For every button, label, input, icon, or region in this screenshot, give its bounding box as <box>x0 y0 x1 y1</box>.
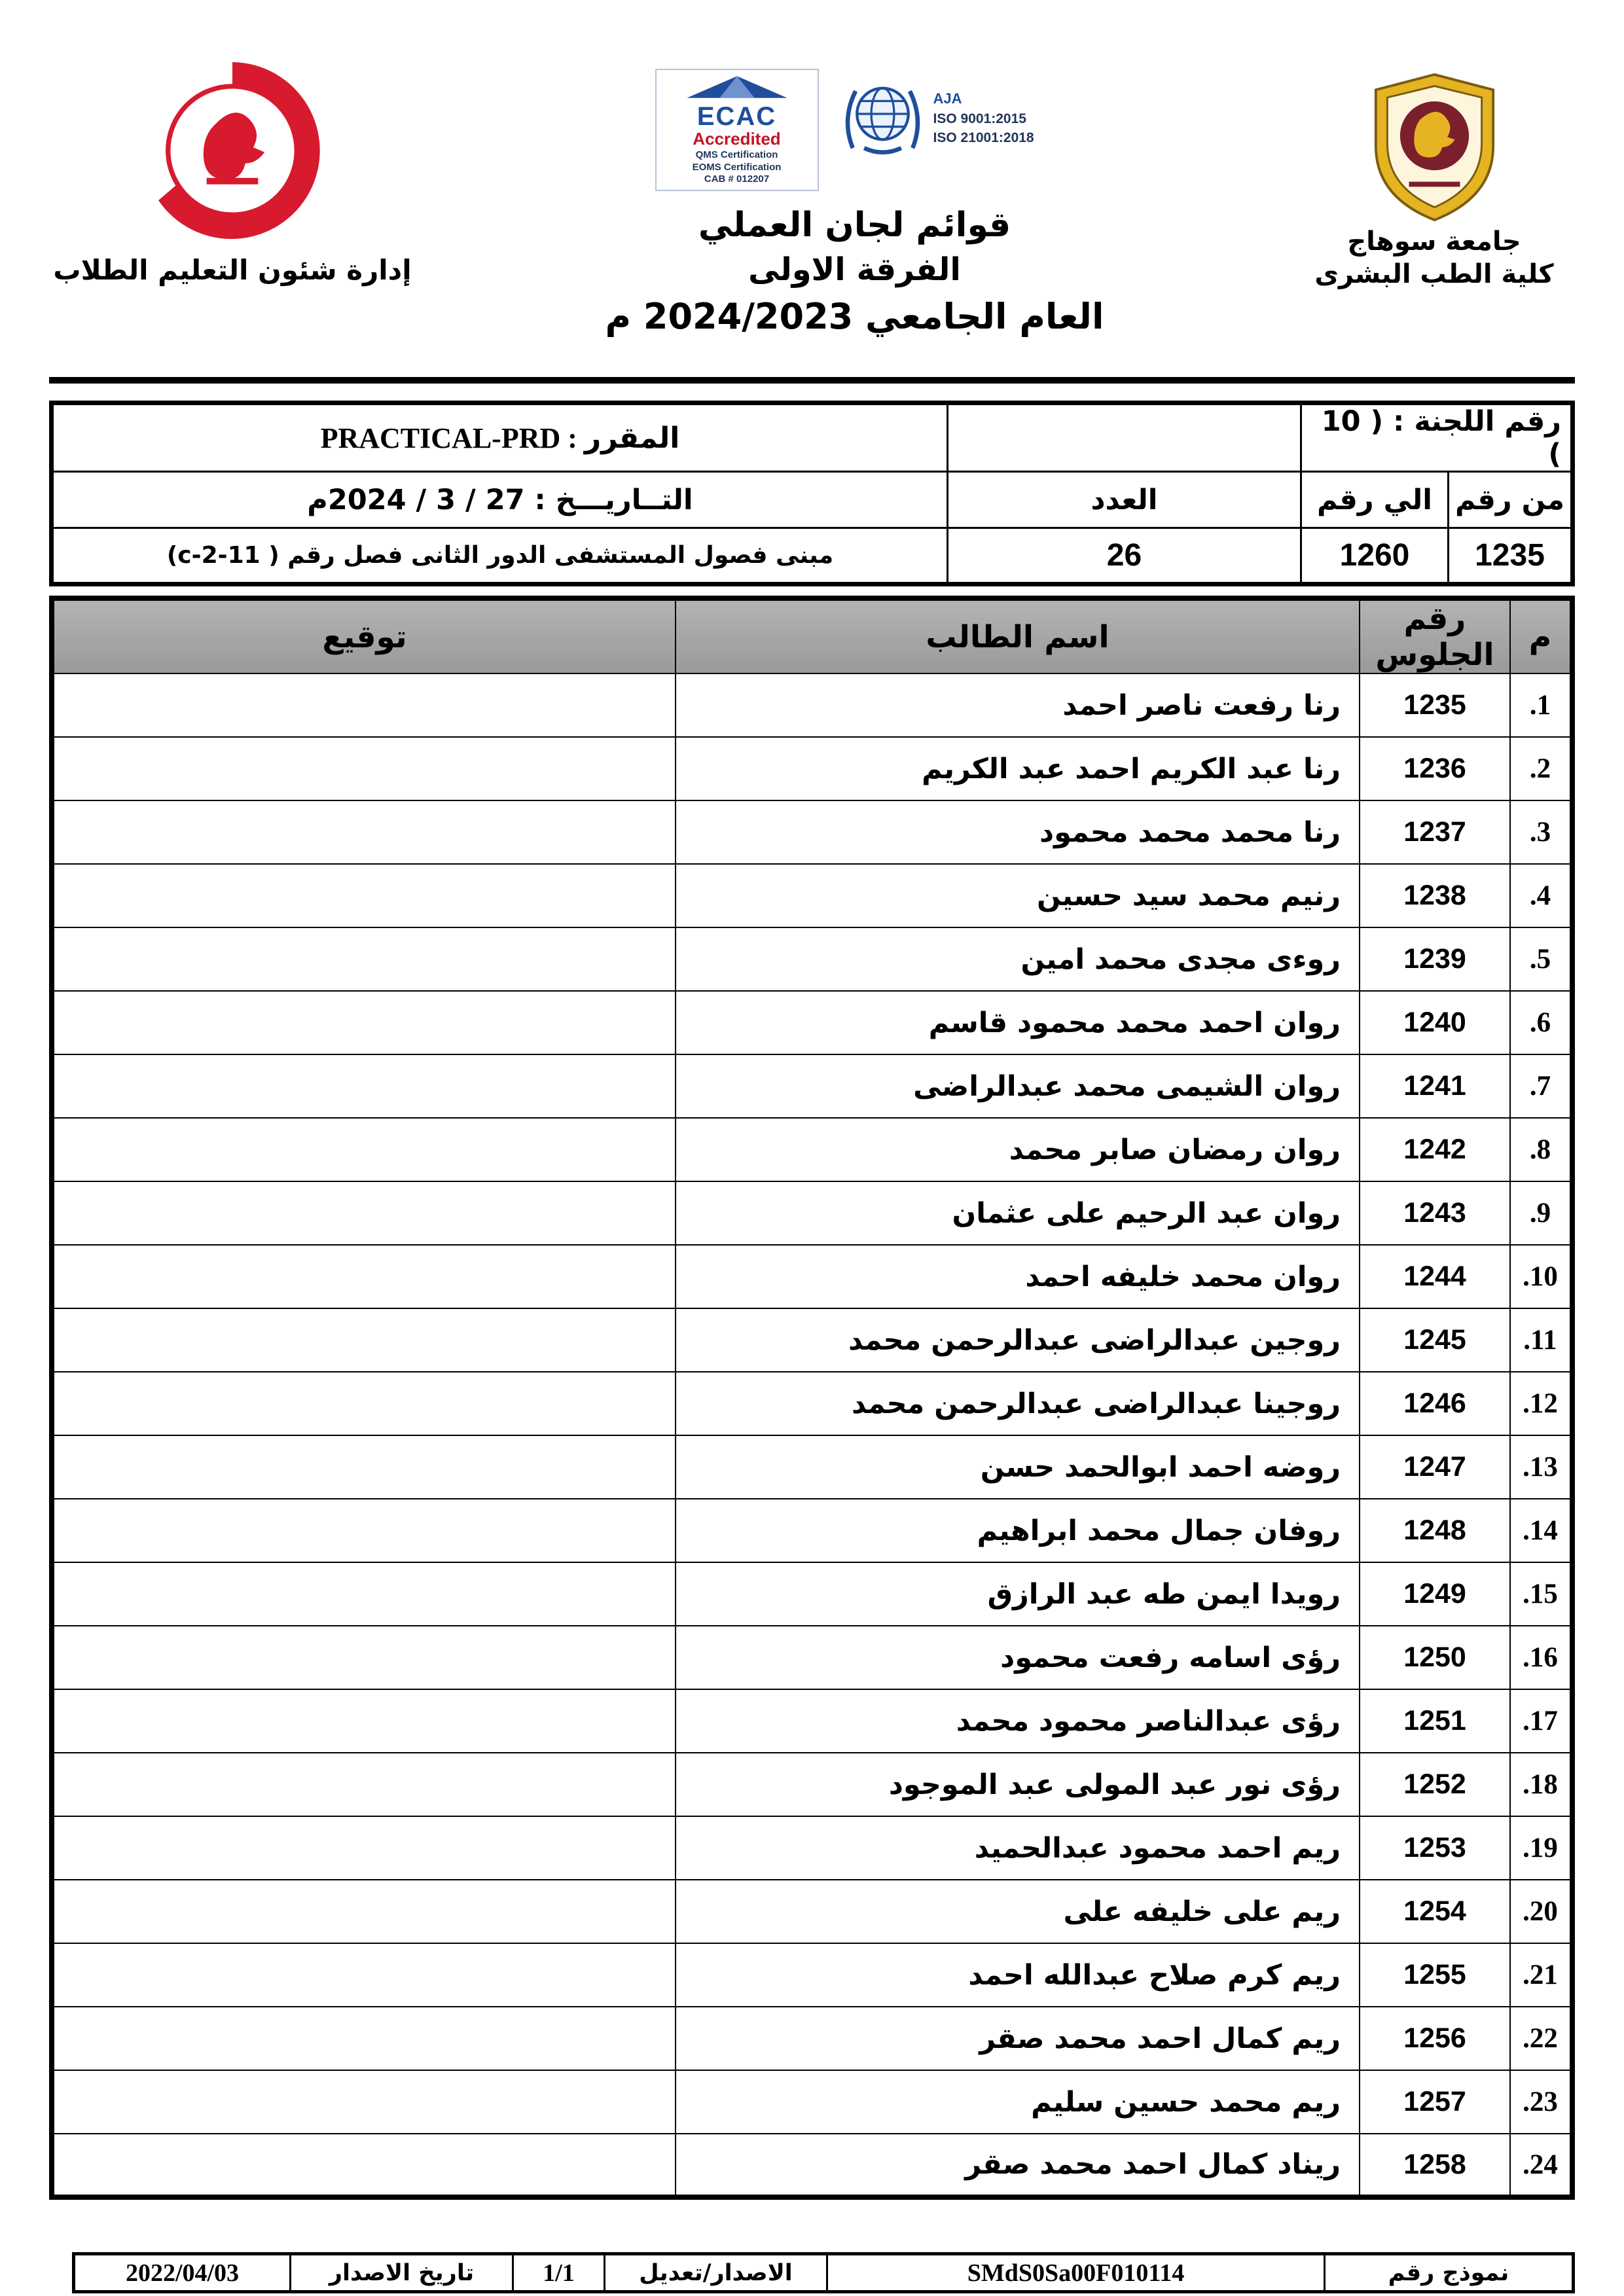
header-divider <box>49 377 1575 384</box>
row-index-cell: 9. <box>1510 1181 1572 1245</box>
row-index-cell: 1. <box>1510 673 1572 737</box>
table-row <box>52 2007 1572 2070</box>
row-index-cell: 10. <box>1510 1245 1572 1308</box>
ecac-accredited-label: Accredited <box>693 129 781 149</box>
document-title: قوائم لجان العملي <box>698 206 1011 245</box>
seat-number-cell: 1239 <box>1360 927 1510 991</box>
seat-number-cell: 1251 <box>1360 1689 1510 1753</box>
row-index-cell: 3. <box>1510 800 1572 864</box>
signature-cell <box>52 1245 676 1308</box>
seat-number-cell: 1236 <box>1360 737 1510 800</box>
from-number-value: 1235 <box>1449 528 1573 584</box>
seat-number-cell: 1249 <box>1360 1562 1510 1626</box>
table-row <box>52 1689 1572 1753</box>
signature-cell <box>52 1880 676 1943</box>
table-row <box>52 1816 1572 1880</box>
ecac-qms-line: QMS Certification <box>695 149 778 160</box>
row-index-cell: 22. <box>1510 2007 1572 2070</box>
student-name-cell: رنا محمد محمد محمود <box>676 800 1360 864</box>
table-row <box>52 1626 1572 1689</box>
form-footer-table <box>72 2252 1575 2293</box>
col-header-signature: توقيع <box>52 598 676 673</box>
row-index-cell: 2. <box>1510 737 1572 800</box>
table-row <box>52 927 1572 991</box>
aja-iso-text <box>933 89 1034 148</box>
row-index-cell: 17. <box>1510 1689 1572 1753</box>
header-center <box>416 33 1293 337</box>
student-name-cell: ريم محمد حسين سليم <box>676 2070 1360 2134</box>
seat-number-cell: 1255 <box>1360 1943 1510 2007</box>
table-row <box>52 1118 1572 1181</box>
student-name-cell: روضه احمد ابوالحمد حسن <box>676 1435 1360 1499</box>
seat-number-cell: 1240 <box>1360 991 1510 1054</box>
seat-number-cell: 1247 <box>1360 1435 1510 1499</box>
seat-number-cell: 1254 <box>1360 1880 1510 1943</box>
signature-cell <box>52 1753 676 1816</box>
course-name: المقرر : PRACTICAL-PRD <box>52 403 948 472</box>
table-row <box>52 991 1572 1054</box>
col-header-student-name: اسم الطالب <box>676 598 1360 673</box>
signature-cell <box>52 737 676 800</box>
row-index-cell: 20. <box>1510 1880 1572 1943</box>
row-index-cell: 15. <box>1510 1562 1572 1626</box>
faculty-of-medicine-emblem <box>1371 72 1498 223</box>
seat-number-cell: 1245 <box>1360 1308 1510 1372</box>
info-row-3 <box>52 528 1573 584</box>
signature-cell <box>52 1372 676 1435</box>
aja-iso-21001: ISO 21001:2018 <box>933 130 1034 145</box>
table-row <box>52 1880 1572 1943</box>
student-name-cell: ريم احمد محمود عبدالحميد <box>676 1816 1360 1880</box>
signature-cell <box>52 864 676 927</box>
seat-number-cell: 1242 <box>1360 1118 1510 1181</box>
seat-number-cell: 1244 <box>1360 1245 1510 1308</box>
student-name-cell: روان رمضان صابر محمد <box>676 1118 1360 1181</box>
signature-cell <box>52 673 676 737</box>
seat-number-cell: 1241 <box>1360 1054 1510 1118</box>
row-index-cell: 7. <box>1510 1054 1572 1118</box>
student-name-cell: روفان جمال محمد ابراهيم <box>676 1499 1360 1562</box>
signature-cell <box>52 1626 676 1689</box>
ecac-cab-line: CAB # 012207 <box>704 173 770 185</box>
row-index-cell: 11. <box>1510 1308 1572 1372</box>
student-name-cell: رؤى نور عبد المولى عبد الموجود <box>676 1753 1360 1816</box>
row-index-cell: 13. <box>1510 1435 1572 1499</box>
signature-cell <box>52 800 676 864</box>
revision-label: الاصدار/تعديل <box>605 2254 827 2292</box>
table-row <box>52 1308 1572 1372</box>
table-row <box>52 1943 1572 2007</box>
student-name-cell: رنيم محمد سيد حسين <box>676 864 1360 927</box>
count-value: 26 <box>947 528 1301 584</box>
students-tbody <box>52 673 1572 2197</box>
signature-cell <box>52 1943 676 2007</box>
form-code: SMdS0Sa00F010114 <box>827 2254 1325 2292</box>
table-row <box>52 2070 1572 2134</box>
signature-cell <box>52 1054 676 1118</box>
student-name-cell: ريناد كمال احمد محمد صقر <box>676 2134 1360 2197</box>
row-index-cell: 19. <box>1510 1816 1572 1880</box>
aja-iso-9001: ISO 9001:2015 <box>933 111 1026 126</box>
accreditation-badges <box>416 69 1293 191</box>
faculty-name: كلية الطب البشرى <box>1314 259 1554 289</box>
form-footer-row <box>74 2254 1574 2292</box>
info-row-1 <box>52 403 1573 472</box>
signature-cell <box>52 1308 676 1372</box>
seat-number-cell: 1256 <box>1360 2007 1510 2070</box>
signature-cell <box>52 1435 676 1499</box>
col-header-index: م <box>1510 598 1572 673</box>
row-index-cell: 16. <box>1510 1626 1572 1689</box>
ecac-eoms-line: EOMS Certification <box>692 161 782 173</box>
seat-number-cell: 1237 <box>1360 800 1510 864</box>
form-number-label: نموذج رقم <box>1325 2254 1574 2292</box>
student-name-cell: روجينا عبدالراضى عبدالرحمن محمد <box>676 1372 1360 1435</box>
table-row <box>52 2134 1572 2197</box>
row-index-cell: 21. <box>1510 1943 1572 2007</box>
count-label: العدد <box>947 472 1301 528</box>
faculty-block <box>1293 33 1575 291</box>
seat-number-cell: 1250 <box>1360 1626 1510 1689</box>
row-index-cell: 24. <box>1510 2134 1572 2197</box>
student-name-cell: رويدا ايمن طه عبد الرازق <box>676 1562 1360 1626</box>
dept-block <box>49 33 416 286</box>
signature-cell <box>52 2134 676 2197</box>
aja-certification-badge <box>839 69 1055 162</box>
seat-number-cell: 1235 <box>1360 673 1510 737</box>
student-name-cell: رؤى اسامه رفعت محمود <box>676 1626 1360 1689</box>
signature-cell <box>52 2070 676 2134</box>
to-number-value: 1260 <box>1301 528 1448 584</box>
row-index-cell: 4. <box>1510 864 1572 927</box>
sohag-university-logo <box>134 59 331 242</box>
student-name-cell: رنا عبد الكريم احمد عبد الكريم <box>676 737 1360 800</box>
committee-number: رقم اللجنة : ( 10 ) <box>1301 403 1572 472</box>
seat-number-cell: 1238 <box>1360 864 1510 927</box>
student-name-cell: ريم على خليفه على <box>676 1880 1360 1943</box>
revision-value: 1/1 <box>513 2254 605 2292</box>
seat-number-cell: 1246 <box>1360 1372 1510 1435</box>
ecac-accreditation-badge <box>655 69 819 191</box>
signature-cell <box>52 1181 676 1245</box>
university-name: جامعة سوهاج <box>1347 226 1521 257</box>
table-row <box>52 1245 1572 1308</box>
signature-cell <box>52 927 676 991</box>
students-header-row <box>52 598 1572 673</box>
to-number-label: الي رقم <box>1301 472 1448 528</box>
student-name-cell: روجين عبدالراضى عبدالرحمن محمد <box>676 1308 1360 1372</box>
student-name-cell: ريم كرم صلاح عبدالله احمد <box>676 1943 1360 2007</box>
student-name-cell: ريم كمال احمد محمد صقر <box>676 2007 1360 2070</box>
signature-cell <box>52 1689 676 1753</box>
committee-info-table <box>49 401 1575 586</box>
table-row <box>52 1435 1572 1499</box>
aja-globe-icon <box>839 74 927 162</box>
student-name-cell: روءى مجدى محمد امين <box>676 927 1360 991</box>
student-name-cell: روان الشيمى محمد عبدالراضى <box>676 1054 1360 1118</box>
seat-number-cell: 1258 <box>1360 2134 1510 2197</box>
seat-number-cell: 1252 <box>1360 1753 1510 1816</box>
document-header <box>49 33 1575 373</box>
table-row <box>52 1562 1572 1626</box>
table-row <box>52 1181 1572 1245</box>
info-row-2 <box>52 472 1573 528</box>
ecac-building-icon <box>685 74 789 100</box>
row-index-cell: 6. <box>1510 991 1572 1054</box>
row-index-cell: 14. <box>1510 1499 1572 1562</box>
exam-date: التــاريـــخ : 27 / 3 / 2024م <box>52 472 948 528</box>
student-name-cell: روان احمد محمد محمود قاسم <box>676 991 1360 1054</box>
signature-cell <box>52 991 676 1054</box>
table-row <box>52 673 1572 737</box>
seat-number-cell: 1243 <box>1360 1181 1510 1245</box>
dept-label: إدارة شئون التعليم الطلاب <box>53 254 412 286</box>
table-row <box>52 800 1572 864</box>
table-row <box>52 1372 1572 1435</box>
seat-number-cell: 1253 <box>1360 1816 1510 1880</box>
student-name-cell: رؤى عبدالناصر محمود محمد <box>676 1689 1360 1753</box>
table-row <box>52 737 1572 800</box>
table-row <box>52 1054 1572 1118</box>
row-index-cell: 18. <box>1510 1753 1572 1816</box>
issue-date-label: تاريخ الاصدار <box>291 2254 513 2292</box>
academic-year-title: العام الجامعي 2024/2023 م <box>605 296 1104 338</box>
ecac-name: ECAC <box>696 102 777 131</box>
signature-cell <box>52 1118 676 1181</box>
student-name-cell: رنا رفعت ناصر احمد <box>676 673 1360 737</box>
exam-location: مبنى فصول المستشفى الدور الثانى فصل رقم ( 11-2-c) <box>52 528 948 584</box>
table-row <box>52 864 1572 927</box>
aja-name: AJA <box>933 90 962 107</box>
student-name-cell: روان عبد الرحيم على عثمان <box>676 1181 1360 1245</box>
seat-number-cell: 1248 <box>1360 1499 1510 1562</box>
from-number-label: من رقم <box>1449 472 1573 528</box>
seat-number-cell: 1257 <box>1360 2070 1510 2134</box>
table-row <box>52 1499 1572 1562</box>
row-index-cell: 5. <box>1510 927 1572 991</box>
info-empty-cell <box>947 403 1301 472</box>
table-row <box>52 1753 1572 1816</box>
row-index-cell: 23. <box>1510 2070 1572 2134</box>
row-index-cell: 12. <box>1510 1372 1572 1435</box>
row-index-cell: 8. <box>1510 1118 1572 1181</box>
students-table <box>49 596 1575 2200</box>
signature-cell <box>52 1499 676 1562</box>
student-name-cell: روان محمد خليفه احمد <box>676 1245 1360 1308</box>
issue-date-value: 2022/04/03 <box>74 2254 291 2292</box>
col-header-seat-number: رقم الجلوس <box>1360 598 1510 673</box>
grade-title: الفرقة الاولى <box>748 251 961 289</box>
signature-cell <box>52 2007 676 2070</box>
signature-cell <box>52 1562 676 1626</box>
signature-cell <box>52 1816 676 1880</box>
